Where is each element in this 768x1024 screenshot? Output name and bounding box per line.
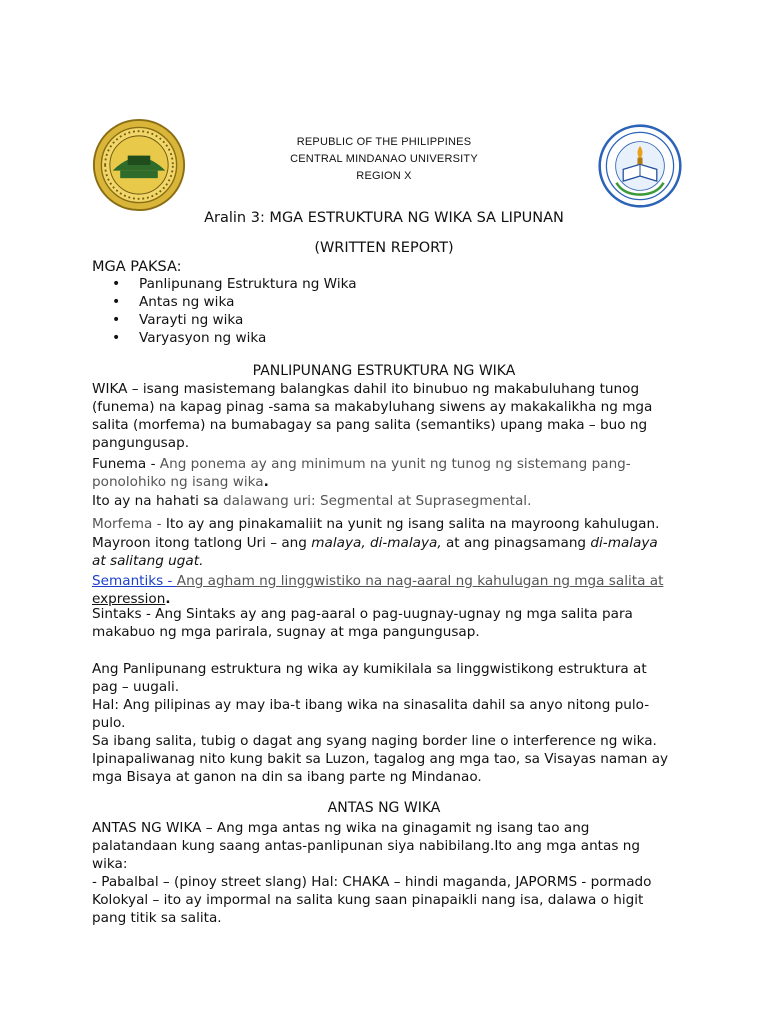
- funema-term: Funema -: [92, 456, 160, 472]
- topic-text: Panlipunang Estruktura ng Wika: [139, 276, 357, 292]
- topic-text: Antas ng wika: [139, 294, 235, 310]
- funema-text: ponolohiko ng isang wika: [92, 474, 264, 490]
- text-line: Sintaks - Ang Sintaks ay ang pag-aaral o pag-uugnay-ugnay ng mga salita para: [92, 606, 633, 622]
- morfema-text: Ito ay ang pinakamaliit na yunit ng isang salita na mayroong kahulugan.: [165, 516, 660, 532]
- section-heading-panlipunang: PANLIPUNANG ESTRUKTURA NG WIKA: [252, 363, 516, 379]
- header-line-3: REGION X: [356, 170, 412, 182]
- text-line: - Pabalbal – (pinoy street slang) Hal: CHAKA – hindi maganda, JAPORMS - pormado: [92, 874, 652, 890]
- header-line-1: REPUBLIC OF THE PHILIPPINES: [296, 136, 472, 148]
- salitang-ugat-text: at salitang ugat.: [92, 553, 204, 569]
- bullet-icon: •: [112, 276, 121, 292]
- text-line: Sa ibang salita, tubig o dagat ang syang naging border line o interference ng wika.: [92, 733, 657, 749]
- malaya-text: malaya, di-malaya,: [311, 535, 442, 551]
- mayroon-text: at ang pinagsamang: [441, 535, 591, 551]
- topics-label: MGA PAKSA:: [92, 259, 182, 275]
- text-line: wika:: [92, 856, 128, 872]
- morfema-definition: [92, 515, 692, 533]
- lesson-subtitle: (WRITTEN REPORT): [314, 240, 454, 256]
- header-line-2: CENTRAL MINDANAO UNIVERSITY: [290, 153, 478, 165]
- text-line: (funema) na kapag pinag -sama sa makabyluhang siwens ay makakalikha ng mga: [92, 399, 653, 415]
- text-line: mga Bisaya at ganon na din sa ibang parte ng Mindanao.: [92, 769, 482, 785]
- topic-text: Varyasyon ng wika: [139, 330, 267, 346]
- funema-definition: [92, 455, 692, 491]
- text-line: pangungusap.: [92, 435, 190, 451]
- bullet-icon: •: [112, 294, 121, 310]
- wika-definition: [92, 380, 692, 452]
- hati-types: dalawang uri: Segmental at Suprasegmental.: [223, 493, 532, 509]
- college-of-education-logo: [598, 124, 682, 208]
- semantiks-period: .: [165, 591, 171, 607]
- text-line: salita (morfema) na bumabagay sa pang salita (semantiks) upang maka – buo ng: [92, 417, 648, 433]
- text-line: makabuo ng mga parirala, sugnay at mga pangungusap.: [92, 624, 480, 640]
- panlipunang-paragraph: [92, 660, 692, 786]
- morfema-types: [92, 534, 692, 570]
- bullet-icon: •: [112, 330, 121, 346]
- semantiks-text: expression: [92, 591, 166, 607]
- text-line: ANTAS NG WIKA – Ang mga antas ng wika na ginagamit ng isang tao ang: [92, 820, 590, 836]
- sintaks-definition: [92, 605, 692, 641]
- text-line: Kolokyal – ito ay impormal na salita kung saan pinapaikli nang isa, dalawa o higit: [92, 892, 644, 908]
- text-line: pang titik sa salita.: [92, 910, 222, 926]
- lesson-title: Aralin 3: MGA ESTRUKTURA NG WIKA SA LIPUNAN: [204, 210, 564, 226]
- antas-paragraph: [92, 819, 692, 927]
- topics-list: [112, 275, 357, 347]
- institution-header: [200, 134, 568, 185]
- semantiks-text: Ang agham ng linggwistiko na nag-aaral ng kahulugan ng mga salita at: [176, 573, 664, 589]
- text-line: Ang Panlipunang estruktura ng wika ay kumikilala sa linggwistikong estruktura at: [92, 661, 647, 677]
- text-line: Ipinapaliwanag nito kung bakit sa Luzon, tagalog ang mga tao, sa Visayas naman ay: [92, 751, 669, 767]
- mayroon-text: Mayroon itong tatlong Uri – ang: [92, 535, 312, 551]
- funema-period: .: [263, 474, 269, 490]
- semantiks-definition: [92, 572, 692, 608]
- section-heading-antas: ANTAS NG WIKA: [327, 800, 441, 816]
- text-line: palatandaan kung saang antas-panlipunan siya nabibilang.Ito ang mga antas ng: [92, 838, 640, 854]
- list-item: [112, 311, 357, 329]
- university-seal-logo: [92, 118, 186, 212]
- text-line: Hal: Ang pilipinas ay may iba-t ibang wika na sinasalita dahil sa anyo nitong pulo-: [92, 697, 650, 713]
- funema-text: Ang ponema ay ang minimum na yunit ng tunog ng sistemang pang-: [159, 456, 631, 472]
- morfema-term: Morfema -: [92, 516, 166, 532]
- bullet-icon: •: [112, 312, 121, 328]
- topic-text: Varayti ng wika: [139, 312, 244, 328]
- text-line: WIKA – isang masistemang balangkas dahil ito binubuo ng makabuluhang tunog: [92, 381, 640, 397]
- list-item: [112, 275, 357, 293]
- list-item: [112, 293, 357, 311]
- hati-text: Ito ay na hahati sa: [92, 493, 223, 509]
- di-malaya-text: di-malaya: [590, 535, 658, 551]
- text-line: pag – uugali.: [92, 679, 180, 695]
- text-line: pulo.: [92, 715, 126, 731]
- semantiks-term: Semantiks -: [92, 573, 177, 589]
- list-item: [112, 329, 357, 347]
- hati-line: [92, 492, 692, 510]
